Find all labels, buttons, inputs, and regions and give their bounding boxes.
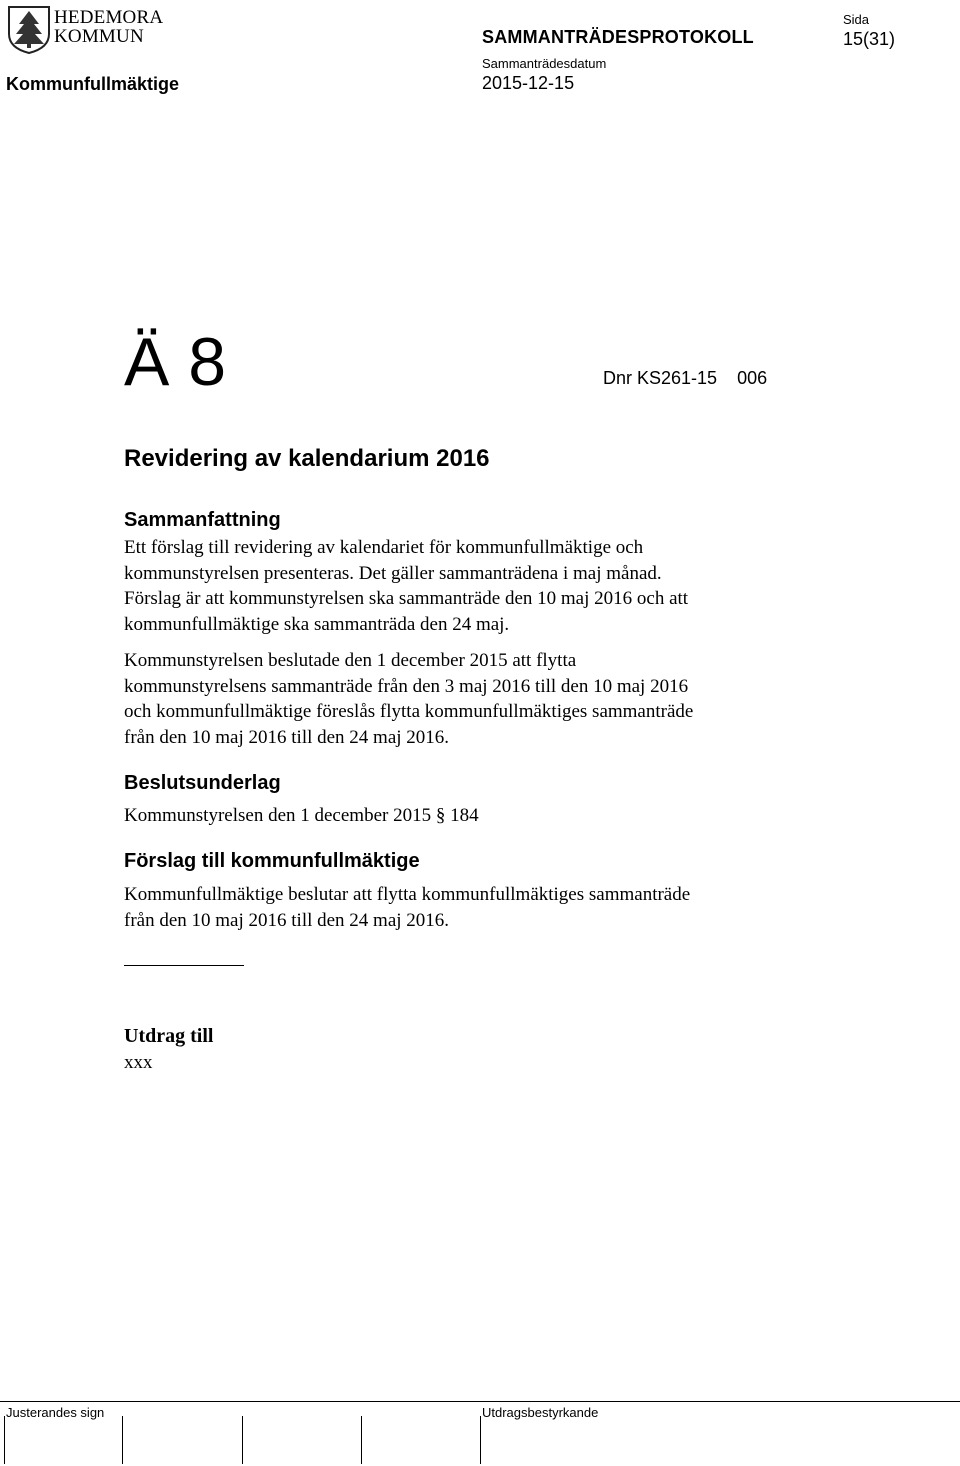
proposal-heading: Förslag till kommunfullmäktige [124,850,420,872]
page-number: 15(31) [843,29,896,49]
meeting-date-label: Sammanträdesdatum [482,56,607,71]
text-line: Kommunfullmäktige beslutar att flytta kommunfullmäktiges sammanträde [124,884,691,905]
extract-heading: Utdrag till [124,1025,214,1047]
proposal-text [124,882,824,933]
tree-crest-icon [9,7,49,53]
signature-box-line [4,1416,5,1464]
basis-heading: Beslutsunderlag [124,772,281,794]
document-type: SAMMANTRÄDESPROTOKOLL [482,27,754,47]
organ-name: Kommunfullmäktige [6,74,180,94]
signature-box-line [242,1416,243,1464]
section-divider [124,965,244,966]
registration-number: Dnr KS261-15 006 [603,368,768,388]
item-title: Revidering av kalendarium 2016 [124,445,490,472]
text-line: kommunfullmäktige ska sammanträda den 24 maj. [124,613,510,635]
extract-recipients: xxx [124,1052,153,1073]
logo-line-2: KOMMUN [54,26,144,47]
page-label: Sida [843,12,870,27]
text-line: från den 10 maj 2016 till den 24 maj 2016. [124,909,450,931]
text-line: kommunstyrelsen presenteras. Det gäller sammanträdena i maj månad. [124,562,662,584]
item-number: Ä 8 [124,324,227,400]
logo-line-1: HEDEMORA [54,7,164,28]
basis-text: Kommunstyrelsen den 1 december 2015 § 184 [124,805,479,826]
summary-paragraph-1 [124,535,824,637]
text-line: Förslag är att kommunstyrelsen ska sammanträde den 10 maj 2016 och att [124,588,689,609]
text-line: Ett förslag till revidering av kalendariet för kommunfullmäktige och [124,537,644,558]
signature-box-line [480,1416,481,1464]
text-line: Kommunstyrelsen beslutade den 1 december 2015 att flytta [124,650,577,671]
summary-paragraph-2 [124,648,824,750]
text-line: kommunstyrelsens sammanträde från den 3 maj 2016 till den 10 maj 2016 [124,675,689,697]
summary-heading: Sammanfattning [124,509,281,531]
logo-wordmark [54,8,163,46]
signature-box-line [122,1416,123,1464]
meeting-date: 2015-12-15 [482,73,575,93]
certification-label: Utdragsbestyrkande [482,1405,599,1420]
text-line: och kommunfullmäktige föreslås flytta kommunfullmäktiges sammanträde [124,701,694,722]
signature-box-line [361,1416,362,1464]
adjuster-sign-label: Justerandes sign [6,1405,105,1420]
text-line: från den 10 maj 2016 till den 24 maj 2016. [124,726,450,748]
